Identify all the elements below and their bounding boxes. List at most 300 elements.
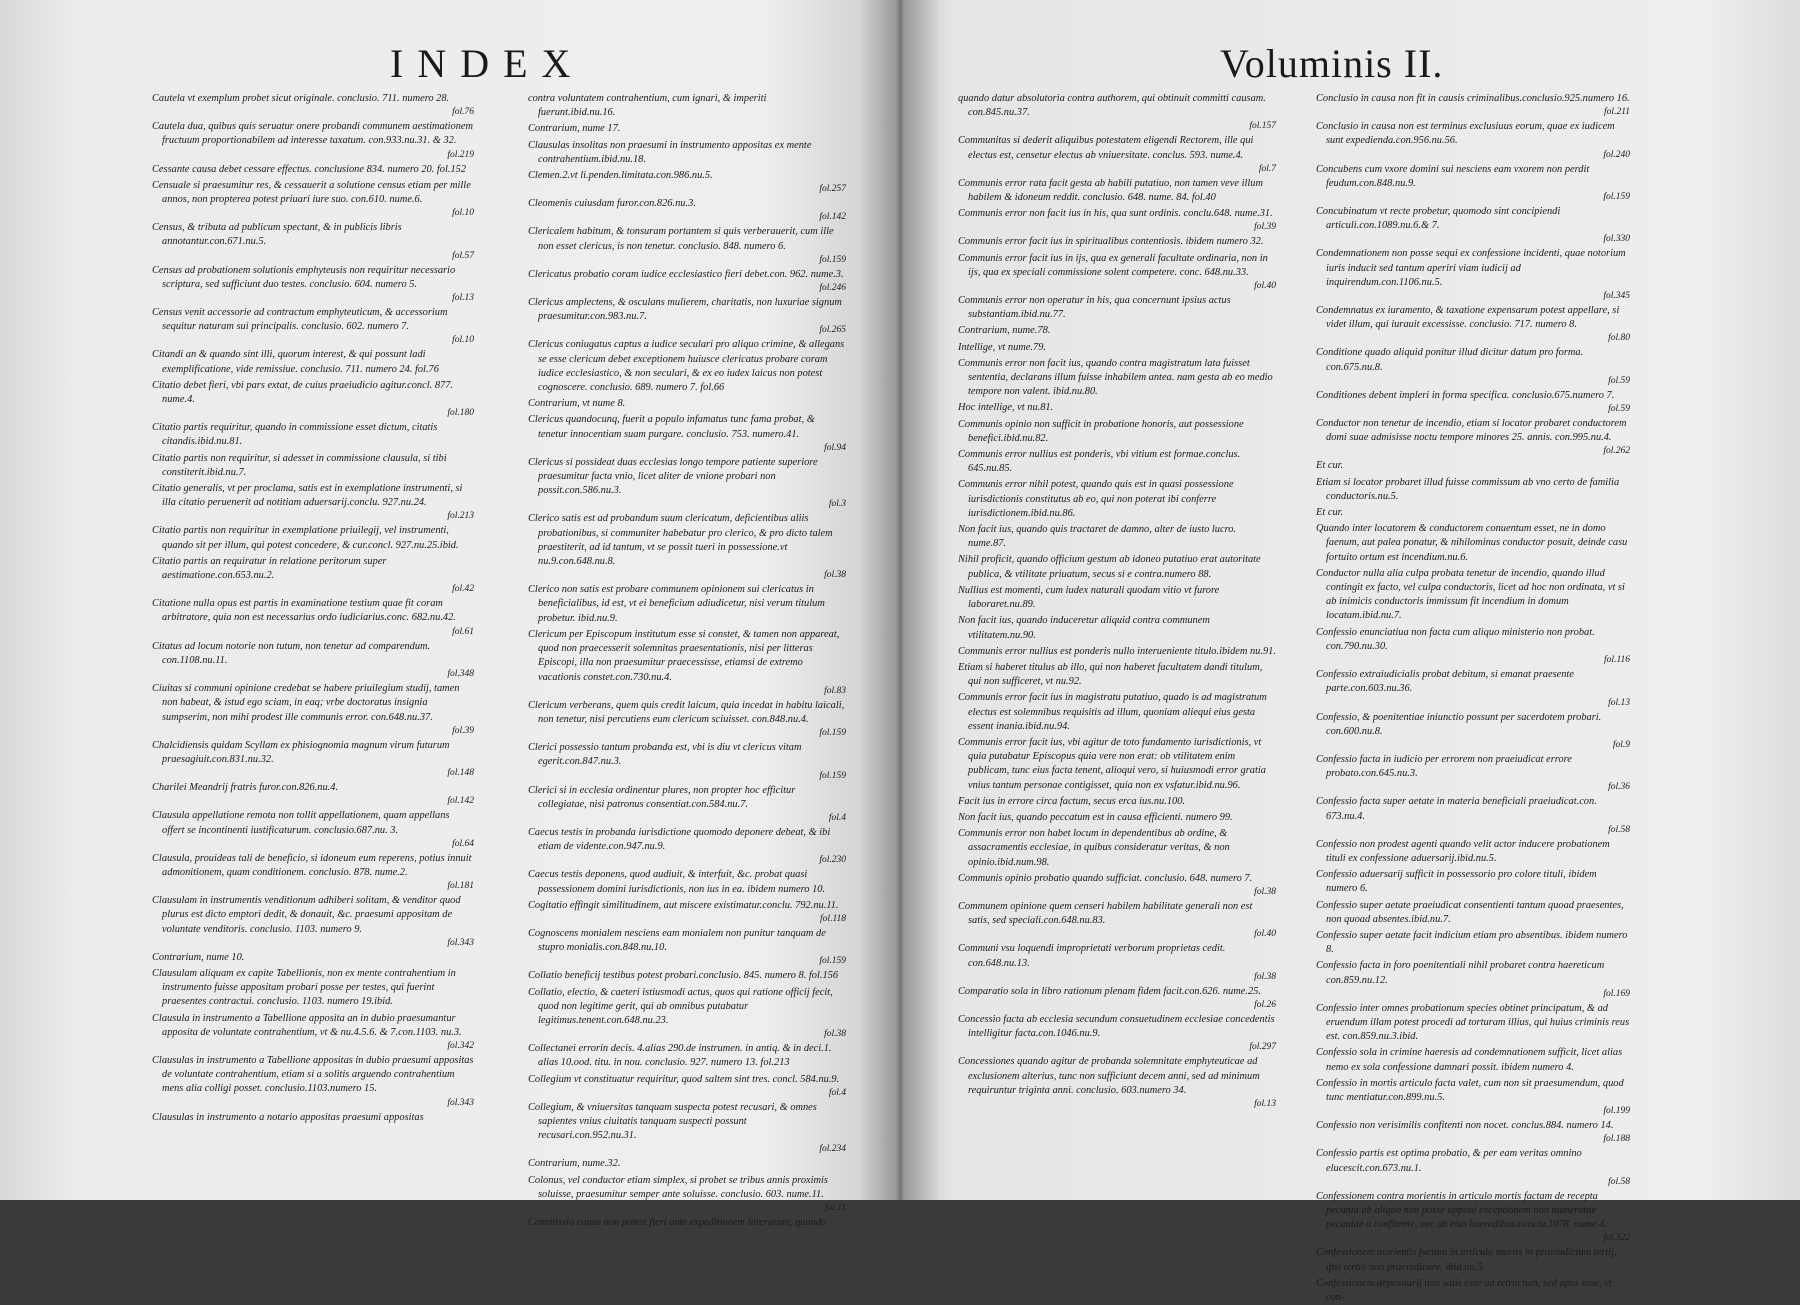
index-entry-text: Confessio in mortis articulo facta valet, cum non sit praesumendum, quod tunc mentiatur.con.899.nu.5. (1316, 1077, 1624, 1103)
index-entry (152, 1012, 474, 1052)
index-entry (1316, 1119, 1630, 1145)
index-entry-text: Communis opinio probatio quando sufficiat. conclusio. 648. numero 7. (958, 872, 1253, 884)
index-entry-text: Confessio non prodest agenti quando velit actor inducere probationem tituli ex confessione aduersarij.ibid.nu.5. (1316, 838, 1610, 864)
index-entry-text: Clericus quandocunq, fuerit a populo infamatus tunc fama probat, & tenetur innocentiam suam purgare. conclusio. 753. numero.41. (528, 414, 815, 440)
index-entry-text: Citatione nulla opus est partis in examinatione testium quae fit coram arbitratore, quia non est necessarius ordo iudiciarius.conc. 682.nu.42. (152, 598, 456, 624)
index-entry-text: Communitas si dederit aliquibus potestatem eligendi Rectorem, ille qui electus est, censetur electus ab vniuersitate. conclus. 593. nume.4. (958, 135, 1254, 161)
index-entry-text: Contrarium, nume.78. (958, 325, 1051, 337)
index-entry (528, 268, 846, 294)
index-entry (958, 985, 1276, 1011)
folio-reference: fol.159 (819, 254, 846, 265)
folio-reference: fol.3 (828, 499, 846, 510)
index-entry-text: Ciuitas si communi opinione credebat se habere priuilegium studij, tamen non habeat, & istud ego sciam, in eaq; vrbe doctoratus insignia sumpserim, non mihi prodest ille communis error. con.648.nu.37. (152, 683, 460, 723)
index-entry (152, 421, 474, 449)
folio-reference: fol.4 (828, 1087, 846, 1098)
folio-reference: fol.38 (1254, 971, 1276, 982)
folio-reference: fol.345 (1603, 291, 1630, 302)
index-entry-text: Communis error non operatur in his, qua concernunt ipsius actus substantiam.ibid.nu.77. (958, 295, 1231, 321)
index-entry (152, 120, 474, 160)
index-entry-text: Clericum per Episcopum institutum esse si constet, & tamen non appareat, quod non praecesserit solemnitas praesentationis, nisi per litteras Episcopi, illa non praesumitur praecessisse, etiamsi de extremo vacationis constet.con.730.nu.4. (528, 628, 840, 683)
index-entry (152, 781, 474, 807)
folio-reference: fol.348 (447, 669, 474, 680)
folio-reference: fol.118 (820, 913, 846, 924)
index-entry (958, 811, 1276, 825)
folio-reference: fol.58 (1608, 1176, 1630, 1187)
index-entry (1316, 522, 1630, 565)
folio-reference: fol.180 (447, 408, 474, 419)
left-page-heading: INDEX (390, 41, 585, 86)
index-entry-text: Contrarium, vt nume 8. (528, 398, 626, 410)
index-entry-text: Chalcidiensis quidam Scyllam ex phisiognomia magnum virum futurum praesagiuit.con.831.nu.32. (152, 739, 450, 765)
index-entry (528, 899, 846, 925)
folio-reference: fol.13 (1254, 1098, 1276, 1109)
index-entry (1316, 753, 1630, 793)
index-entry-text: Communis error facit ius in spiritualibus contentiosis. ibidem numero 32. (958, 236, 1264, 248)
index-entry-text: Communis error rata facit gesta ab habili putatiuo, non tamen veve illum habilem & idoneum reddit. conclusio. 648. nume. 84. fol.40 (958, 177, 1263, 204)
folio-reference: fol.61 (452, 626, 474, 637)
index-entry (528, 583, 846, 626)
index-entry (152, 967, 474, 1010)
index-entry (958, 942, 1276, 982)
index-entry (1316, 711, 1630, 751)
folio-reference: fol.257 (819, 184, 846, 195)
index-entry-text: Communis error facit ius in magistratu putatiuo, quado is ad magistratum electus est solemnibus requisitis ad illum, quoniam aliequi eius gesta essent inania.ibid.nu.94. (958, 692, 1267, 732)
index-entry (958, 401, 1276, 415)
index-entry-text: Conclusio in causa non fit in causis criminalibus.conclusio.925.numero 16. (1316, 93, 1630, 104)
index-entry-text: Cleomenis cuiusdam furor.con.826.nu.3. (528, 198, 696, 210)
index-entry (1316, 1277, 1630, 1305)
index-entry (958, 324, 1276, 338)
index-entry-text: Clausulas in instrumento a notario appositas praesumi appositas (152, 1111, 424, 1123)
index-entry-text: Clericalem habitum, & tonsuram portantem si quis verberauerit, cum ille non esset clericus, is non tenetur. conclusio. 848. numero 6. (528, 226, 834, 252)
folio-reference: fol.219 (447, 149, 474, 160)
index-entry (528, 397, 846, 411)
folio-reference: fol.58 (1608, 824, 1630, 835)
index-entry (1316, 459, 1630, 473)
index-entry (528, 986, 846, 1041)
index-entry-text: Confessio facta in foro poenitentiali nihil probaret contra haereticum con.859.nu.12. (1316, 960, 1605, 986)
folio-reference: fol.142 (819, 212, 846, 223)
folio-reference: fol.39 (452, 725, 474, 736)
index-entry-text: Clausula in instrumento a Tabellione apposita an in dubio praesumantur apposita de voluntate contrahentium, vt & nu.4.5.6. & 7.con.1103. nu.3. (152, 1012, 462, 1038)
index-entry-text: Citatus ad locum notorie non tutum, non tenetur ad comparendum. con.1108.nu.11. (152, 640, 431, 666)
index-entry (1316, 899, 1630, 927)
index-entry (1316, 1190, 1630, 1245)
index-entry (152, 555, 474, 595)
index-entry (152, 163, 474, 177)
index-entry (1316, 417, 1630, 457)
folio-reference: fol.40 (1254, 281, 1276, 292)
index-entry (528, 868, 846, 896)
index-entry (528, 1042, 846, 1070)
index-entry-text: Condemnatus ex iuramento, & taxatione expensarum potest appellare, si videt illum, qui iurauit excessisse. conclusio. 717. numero 8. (1316, 305, 1620, 331)
index-entry-text: Conditione quado aliquid ponitur illud dicitur datum pro forma. con.675.nu.8. (1316, 347, 1584, 373)
index-entry (152, 894, 474, 949)
folio-reference: fol.343 (447, 937, 474, 948)
index-column-1 (152, 92, 474, 1188)
index-entry (528, 699, 846, 739)
index-entry-text: Contrarium, nume.32. (528, 1158, 621, 1170)
index-entry (528, 1157, 846, 1171)
index-entry (528, 1216, 846, 1230)
index-entry (958, 795, 1276, 809)
folio-reference: fol.76 (452, 107, 474, 118)
index-entry-text: Confessio enunciatiua non facta cum aliquo ministerio non probat. con.790.nu.30. (1316, 626, 1595, 652)
index-entry (152, 482, 474, 522)
index-entry (152, 264, 474, 304)
index-entry (958, 92, 1276, 132)
folio-reference: fol.83 (824, 685, 846, 696)
index-entry (958, 614, 1276, 642)
index-entry (528, 413, 846, 453)
index-entry-text: Conductor nulla alia culpa probata tenetur de incendio, quando illud contingit ex facto, vel culpa conductoris, licet ad hoc non ordinata, vt si ab inimicis conductoris immissum fit incendium in domum locatam.ibid.nu.7. (1316, 567, 1625, 622)
index-entry-text: Confessio, & poenitentiae iniunctio possunt per sacerdotem probari. con.600.nu.8. (1316, 711, 1602, 737)
index-entry-text: Contrarium, nume 17. (528, 123, 621, 135)
index-entry-text: Citatio generalis, vt per proclama, satis est in exemplatione instrumenti, si illa citatio peruenerit ad notitiam aduersarij.conclu. 927.nu.24. (152, 483, 463, 509)
index-entry-text: Citatio partis requiritur, quando in commissione esset dictum, citatis citandis.ibid.nu.81. (152, 422, 438, 448)
folio-reference: fol.343 (447, 1097, 474, 1108)
index-entry-text: Condemnationem non posse sequi ex confessione incidenti, quae notorium iuris inducit sed tantum aperiri viam iudicij ad inquirendum.con.1106.nu.5. (1316, 248, 1626, 288)
index-entry-text: Communis error non facit ius, quando contra magistratum lata fuisset sententia, declarans illum fuisse inhabilem antea. nam gesta ab eo medio tempore non valent. ibid.nu.80. (958, 357, 1273, 398)
index-entry (958, 523, 1276, 551)
index-entry-text: Nullius est momenti, cum iudex naturali quodam vitio vt furore laboraret.nu.89. (958, 584, 1220, 611)
index-entry-text: Census venit accessorie ad contractum emphyteuticum, & accessorium sequitur naturam sui principalis. conclusio. 602. numero 7. (152, 307, 448, 333)
index-entry (152, 221, 474, 261)
folio-reference: fol.246 (819, 283, 846, 294)
index-entry (1316, 247, 1630, 302)
index-entry-text: Communi vsu loquendi improprietati verborum proprietas cedit. con.648.nu.13. (958, 943, 1226, 969)
index-entry-text: Cautela vt exemplum probet sicut originale. conclusio. 711. numero 28. (152, 93, 450, 104)
index-entry-text: Cautela dua, quibus quis seruatur onere probandi communem aestimationem fructuum proportionabilem ad interesse taxatum. con.933.nu.31. & 32. (152, 121, 474, 147)
index-entry-text: Caecus testis in probanda iurisdictione quomodo deponere debeat, & ibi etiam de vidente.con.947.nu.9. (528, 826, 831, 853)
index-entry (958, 134, 1276, 174)
index-entry (1316, 567, 1630, 624)
index-entry-text: Intellige, vt nume.79. (958, 341, 1047, 353)
folio-reference: fol.94 (824, 442, 846, 453)
folio-reference: fol.116 (1604, 655, 1630, 666)
index-entry-text: Concessiones quando agitur de probanda solemnitate emphyteuticae ad exclusionem alterius, tunc non sufficiunt decem anni, sed ad minimum requiruntur triginta anni. conclusio. 603.numero 34. (958, 1056, 1260, 1096)
index-entry-text: Clericatus probatio coram iudice ecclesiastico fieri debet.con. 962. nume.3. (528, 268, 844, 280)
folio-reference: fol.159 (1603, 192, 1630, 203)
index-entry-text: Collegium, & vniuersitas tanquam suspecta potest recusari, & omnes sapientes vnius ciuitatis tanquam suspecti possunt recusari.con.952.nu.31. (528, 1101, 817, 1142)
index-entry-text: Cognoscens monialem nesciens eam monialem non punitur tanquam de stupro monialis.con.848.nu.10. (528, 927, 826, 954)
index-entry (1316, 795, 1630, 835)
index-entry (528, 1101, 846, 1156)
folio-reference: fol.57 (452, 250, 474, 261)
folio-reference: fol.159 (819, 728, 846, 739)
folio-reference: fol.10 (452, 335, 474, 346)
index-entry (152, 524, 474, 552)
index-entry (1316, 1246, 1630, 1274)
index-entry-text: Confessio facta super aetate in materia beneficiali praeiudicat.con. 673.nu.4. (1316, 796, 1597, 822)
index-entry (528, 139, 846, 167)
folio-reference: fol.80 (1608, 333, 1630, 344)
index-entry (152, 179, 474, 219)
index-entry (152, 852, 474, 892)
index-entry-text: Communis error nullius est ponderis, vbi vitium est formae.conclus. 645.nu.85. (958, 449, 1241, 475)
index-entry (958, 900, 1276, 940)
folio-reference: fol.38 (1254, 886, 1276, 897)
folio-reference: fol.64 (452, 838, 474, 849)
index-entry (1316, 1002, 1630, 1045)
index-entry (958, 357, 1276, 400)
index-entry-text: Clerico non satis est probare communem opinionem sui clericatus in beneficialibus, id est, vt ei beneficium adiudicetur, nisi verum titulum probetur. ibid.nu.9. (528, 584, 825, 624)
index-entry-text: Concessio facta ab ecclesia secundum consuetudinem ecclesiae concedentis intelligitur facta.con.1046.nu.9. (958, 1013, 1275, 1040)
index-entry-text: Communis error nullius est ponderis nullo interueniente titulo.ibidem nu.91. (958, 645, 1276, 657)
index-entry-text: Collatio beneficij testibus potest probari.conclusio. 845. numero 8. fol.156 (528, 970, 839, 982)
folio-reference: fol.38 (824, 570, 846, 581)
folio-reference: fol.13 (452, 293, 474, 304)
index-entry (528, 225, 846, 265)
index-entry (152, 739, 474, 779)
folio-reference: fol.38 (824, 1029, 846, 1040)
index-entry (1316, 476, 1630, 504)
index-entry-text: Hoc intellige, vt nu.81. (958, 402, 1054, 414)
index-entry (1316, 626, 1630, 666)
index-entry (958, 294, 1276, 322)
folio-reference: fol.188 (1603, 1134, 1630, 1145)
index-entry-text: Confessionem morientis factam in articulo mortis in praeiudicium tertij, ipsi tertio non praeiudicare. ibid.nu.5. (1316, 1247, 1617, 1273)
index-entry-text: Conductor non tenetur de incendio, etiam si locator probaret conductorem domi suae admisisse noctu tempore minores 25. annis. con.995.nu.4. (1316, 418, 1627, 444)
index-entry-text: Clausulam in instrumentis venditionum adhiberi solitam, & venditor quod plurus est dicto emptori dedit, & donauit, &c. praesumi appositam de voluntate venditoris. conclusio. 1103. numero 9. (152, 895, 461, 935)
index-entry-text: Communis error non habet locum in dependentibus ab ordine, & assacramentis ecclesiae, in quibus consideratur veritas, & non opinio.ibid.num.98. (958, 828, 1230, 868)
index-entry-text: Concubens cum vxore domini sui nesciens eam vxorem non perdit feudum.con.848.nu.9. (1316, 163, 1590, 189)
index-entry (958, 691, 1276, 734)
index-entry-text: Collectanei errorin decis. 4.alias 290.de instrumen. in antiq. & in deci.1. alias 10.ood. titu. in nou. conclusio. 927. numero 13. fol.213 (528, 1043, 832, 1069)
index-entry-text: Clericum verberans, quem quis credit laicum, quia incedat in habitu laicali, non tenetur, nisi percutiens eum clericum sciuisset. con.848.nu.4. (528, 699, 845, 725)
folio-reference: fol.7 (1258, 163, 1276, 174)
index-entry (528, 197, 846, 223)
index-entry-text: Collatio, electio, & caeteri istiusmodi actus, quos qui ratione officij fecit, quod non legitime gerit, qui ab omnibus putabatur legitimus.tenent.con.648.nu.23. (528, 986, 833, 1026)
index-entry-text: Concubinatum vt recte probetur, quomodo sint concipiendi articuli.con.1089.nu.6.& 7. (1316, 206, 1561, 232)
index-entry (1316, 1046, 1630, 1074)
index-entry-text: Etiam si locator probaret illud fuisse commissum ab vno certo de familia conductoris.nu.5. (1316, 476, 1620, 502)
index-entry-text: Conditiones debent impleri in forma specifica. conclusio.675.numero 7. (1316, 389, 1615, 401)
index-entry-text: Citatio partis non requiritur in exemplatione priuilegij, vel instrumenti, quando sit per illum, qui potest concedere, & cur.concl. 927.nu.25.ibid. (152, 525, 459, 551)
index-entry-text: Clerici si in ecclesia ordinentur plures, non propter hoc efficitur collegiatae, nisi patronus consentiat.con.584.nu.7. (528, 784, 796, 810)
index-entry-text: Communem opinione quem censeri habilem habilitate generali non est satis, sed speciali.con.648.nu.83. (958, 900, 1253, 927)
folio-reference: fol.59 (1608, 375, 1630, 386)
index-entry (152, 306, 474, 346)
index-entry-text: Et cur. (1316, 507, 1344, 519)
index-entry-text: Clerico satis est ad probandum suum clericatum, deficientibus aliis probationibus, si communiter habebatur pro clerico, & pro dicto talem praestiterit, ad id tantum, vt se possit tueri in possessione.vt nu.9.con.648.nu.8. (528, 513, 833, 568)
index-entry-text: Quando inter locatorem & conductorem conuentum esset, ne in domo faenum, aut palea ponatur, & nihilominus conductor posuit, deinde casu fortuito ortum est incendium.nu.6. (1316, 523, 1628, 563)
index-entry (958, 736, 1276, 793)
index-entry-text: Confessionem contra morientis in articulo mortis factam de recepta pecunia ab aliquo non posse opponi exceptionem non numeratae pecuniae a confitente, nec ab eius haeredibus.conclu.1078. nume.4. (1316, 1190, 1607, 1231)
folio-reference: fol.4 (828, 812, 846, 823)
index-column-2 (528, 92, 846, 1228)
index-entry (1316, 389, 1630, 415)
index-entry (528, 1174, 846, 1214)
index-entry (1316, 120, 1630, 160)
index-entry-text: quando datur absolutoria contra authorem, qui obtinuit committi causam. con.845.nu.37. (958, 93, 1266, 119)
index-entry (528, 512, 846, 581)
left-page (0, 0, 900, 1228)
index-entry (958, 1013, 1276, 1053)
index-entry (152, 1111, 474, 1125)
index-entry (1316, 868, 1630, 896)
index-entry-text: Clausulas in instrumento a Tabellione appositas in dubio praesumi appositas de voluntate contrahentium, etiam si a solitis arguendo contrahentium mens alia colligi posset. conclusio.1103.numero 15. (152, 1054, 474, 1095)
index-entry (958, 207, 1276, 233)
folio-reference: fol.199 (1603, 1106, 1630, 1117)
index-entry (1316, 92, 1630, 118)
folio-reference: fol.40 (1254, 929, 1276, 940)
index-entry-text: Confessio super aetate praeiudicat consentienti tantum quoad praesentes, non quoad absentes.ibid.nu.7. (1316, 899, 1624, 925)
index-entry (958, 661, 1276, 689)
index-entry-text: Commissio causa non potest fieri ante expeditionem litterarum, quando (528, 1216, 827, 1228)
index-entry-text: Confessio non verisimilis confitenti non nocet. conclus.884. numero 14. (1316, 1120, 1614, 1132)
index-entry-text: Citatio partis an requiratur in relatione peritorum super aestimatione.con.653.nu.2. (152, 555, 387, 582)
index-entry-text: Confessio aduersarij sufficit in possessorio pro colore tituli, ibidem numero 6. (1316, 869, 1597, 895)
folio-reference: fol.26 (1254, 999, 1276, 1010)
index-entry (152, 640, 474, 680)
folio-reference: fol.322 (1603, 1233, 1630, 1244)
folio-reference: fol.330 (1603, 234, 1630, 245)
folio-reference: fol.230 (819, 855, 846, 866)
index-entry (528, 969, 846, 983)
index-entry (528, 296, 846, 336)
index-entry-text: Non facit ius, quando quis tractaret de damno, alter de iusto lucro. nume.87. (958, 524, 1237, 550)
index-entry-text: Citatio debet fieri, vbi pars extat, de cuius praeiudicio agitur.concl. 877. nume.4. (152, 379, 453, 406)
index-entry-text: Cessante causa debet cessare effectus. conclusione 834. numero 20. fol.152 (152, 163, 467, 175)
index-entry-text: Censuale si praesumitur res, & cessauerit a solutione census etiam per mille annos, non propterea potest priuari iure suo. con.610. nume.6. (152, 179, 471, 206)
right-page-heading: Voluminis II. (1220, 41, 1444, 86)
index-entry (528, 338, 846, 395)
index-entry (958, 252, 1276, 292)
index-entry-text: Etiam si haberet titulus ab illo, qui non haberet facultatem dandi titulum, qui non sufficeret, vt nu.92. (958, 661, 1263, 688)
folio-reference: fol.159 (819, 956, 846, 967)
index-entry (1316, 346, 1630, 386)
folio-reference: fol.142 (447, 796, 474, 807)
index-entry-text: Collegium vt constituatur requiritur, quod saltem sint tres. concl. 584.nu.9. (528, 1073, 840, 1085)
folio-reference: fol.181 (447, 881, 474, 892)
index-entry (1316, 163, 1630, 203)
folio-reference: fol.342 (447, 1040, 474, 1051)
folio-reference: fol.157 (1249, 121, 1276, 132)
index-entry-text: Confessio extraiudicialis probat debitum, si emanat praesente parte.con.603.nu.36. (1316, 669, 1574, 695)
index-entry-text: Census ad probationem solutionis emphyteusis non requiritur necessario scriptura, sed sufficiunt duo testes. conclusio. 604. numero 5. (152, 264, 456, 290)
index-entry-text: Confessio facta in iudicio per errorem non praeiudicat errore probato.con.645.nu.3. (1316, 753, 1572, 780)
index-entry-text: Conclusio in causa non est terminus exclusiuus eorum, quae ex iudicem sunt expedienda.con.956.nu.56. (1316, 121, 1615, 147)
index-entry (152, 348, 474, 376)
index-entry-text: Clausulam aliquam ex capite Tabellionis, non ex mente contrahentium in instrumento fuisse appositam probari posse per testes, qui fuerint praesentes contractui. conclusio. 1103. numero 19.ibid. (152, 967, 456, 1008)
index-entry-text: Facit ius in errore circa factum, secus erca ius.nu.100. (958, 795, 1186, 807)
index-entry-text: Census, & tributa ad publicum spectant, & in publicis libris annotantur.con.671.nu.5. (152, 222, 402, 248)
folio-reference: fol.42 (452, 584, 474, 595)
index-entry (1316, 838, 1630, 866)
index-entry (152, 682, 474, 737)
right-page (900, 0, 1800, 1303)
index-entry (958, 478, 1276, 521)
index-entry-text: Confessio inter omnes probationum species obtinet principatum, & ad eruendum illam potest procedi ad torturam illius, qui huius criminis reus est. con.859.nu.3.ibid. (1316, 1002, 1630, 1043)
index-entry (1316, 205, 1630, 245)
index-entry (958, 1055, 1276, 1110)
index-entry (958, 448, 1276, 476)
folio-reference: fol.213 (447, 511, 474, 522)
index-entry-text: Citatio partis non requiritur, si adesset in commissione clausula, si tibi constiterit.ibid.nu.7. (152, 452, 447, 478)
index-entry (528, 784, 846, 824)
folio-reference: fol.297 (1249, 1042, 1276, 1053)
index-entry (152, 809, 474, 849)
index-entry (1316, 304, 1630, 344)
index-entry-text: Confessio partis est optima probatio, & per eam veritas omnino elucescit.con.673.nu.1. (1316, 1148, 1582, 1174)
index-entry-text: Caecus testis deponens, quod audiuit, & interfuit, &c. probat quasi possessionem domini iurisdictionis, non ius in ea. ibidem numero 10. (528, 869, 826, 895)
index-entry (1316, 668, 1630, 708)
index-entry (152, 379, 474, 419)
index-entry-text: contra voluntatem contrahentium, cum ignari, & imperiti fuerunt.ibid.nu.16. (528, 93, 767, 119)
index-entry (958, 418, 1276, 446)
index-entry-text: Cogitatio effingit similitudinem, aut miscere existimatur.conclu. 792.nu.11. (528, 899, 839, 911)
index-entry-text: Communis error facit ius, vbi agitur de toto fundamento iurisdictionis, vt quia putabatur Episcopus quia vere non erat: ob vtilitatem enim publicam, tunc eius facta tenent, alioqui vero, si huiusmodi error gratia vnius tantum personae contigisset, quia non ex vsfatur.ibid.nu.96. (958, 736, 1266, 791)
folio-reference: fol.262 (1603, 446, 1630, 457)
folio-reference: fol.9 (1612, 739, 1630, 750)
folio-reference: fol.148 (447, 768, 474, 779)
folio-reference: fol.169 (1603, 988, 1630, 999)
index-entry-text: Communis opinio non sufficit in probatione honoris, aut possessione benefici.ibid.nu.82. (958, 418, 1244, 444)
index-entry-text: Et cur. (1316, 460, 1344, 472)
index-entry (1316, 1077, 1630, 1117)
folio-reference: fol.59 (1608, 404, 1630, 415)
index-entry (152, 452, 474, 480)
folio-reference: fol.234 (819, 1144, 846, 1155)
folio-reference: fol.159 (819, 770, 846, 781)
index-entry-text: Colonus, vel conductor etiam simplex, si probet se tribus annis proximis soluisse, praesumitur semper ante soluisse. conclusio. 603. nume.11. (528, 1174, 828, 1200)
index-entry (528, 741, 846, 781)
index-entry-text: Non facit ius, quando induceretur aliquid contra communem vtilitatem.nu.90. (958, 615, 1210, 641)
index-entry (528, 1073, 846, 1099)
index-entry-text: Charilei Meandrij fratris furor.con.826.nu.4. (152, 782, 339, 794)
index-column-4 (1316, 92, 1630, 1303)
index-entry-text: Clausulas insolitas non praesumi in instrumento appositas ex mente contrahentium.ibid.nu.18. (528, 139, 812, 165)
folio-reference: fol.265 (819, 325, 846, 336)
index-entry (958, 872, 1276, 898)
index-entry-text: Nihil proficit, quando officium gestum ab idoneo putatiuo erat autoritate publica, & vtilitate priuatum, secus si e contra.numero 88. (958, 554, 1261, 580)
index-entry (152, 92, 474, 118)
index-entry-text: Clericus amplectens, & osculans mulierem, charitatis, non luxuriae signum praesumitur.con.983.nu.7. (528, 297, 842, 323)
index-entry (528, 169, 846, 195)
index-entry (1316, 506, 1630, 520)
folio-reference: fol.211 (1604, 107, 1630, 118)
index-entry (528, 628, 846, 697)
index-entry (1316, 959, 1630, 999)
index-entry-text: Clausula appellatione remota non tollit appellationem, quam appellans offert se incontinenti iustificaturum. conclusio.687.nu. 3. (152, 810, 450, 836)
index-entry-text: Clausula, prouideas tali de beneficio, si idoneum eum reperens, potius innuit admonitionem, quam conditionem. conclusio. 878. nume.2. (152, 852, 472, 878)
folio-reference: fol.36 (1608, 782, 1630, 793)
index-entry (958, 645, 1276, 659)
index-entry (958, 553, 1276, 581)
index-entry (958, 235, 1276, 249)
index-entry (528, 92, 846, 120)
index-entry-text: Communis error non facit ius in his, qua sunt ordinis. conclu.648. nume.31. (958, 208, 1273, 220)
index-entry-text: Contrarium, nume 10. (152, 951, 245, 963)
index-entry-text: Comparatio sola in libro rationum plenam fidem facit.con.626. nume.25. (958, 985, 1261, 997)
folio-reference: fol.240 (1603, 149, 1630, 160)
index-entry-text: Confessionem depositarij non satis esse ad retractum, sed opus esse, vt con- (1316, 1277, 1612, 1303)
index-entry (1316, 929, 1630, 957)
index-entry-text: Clericus si possideat duas ecclesias longo tempore patiente superiore praesumitur facta vnio, licet aliter de vnione probari non possit.con.586.nu.3. (528, 456, 818, 497)
index-entry (528, 826, 846, 866)
index-entry (528, 456, 846, 511)
index-entry (958, 584, 1276, 612)
index-entry-text: Clericus coniugatus captus a iudice seculari pro aliquo crimine, & allegans se esse clericum debet exceptionem huiusce clericatus probare coram iudice ecclesiastico, & non seculari, & ex eo iudex laicus non potest cognoscere. conclusio. 689. numero 7. fol.66 (528, 339, 845, 394)
folio-reference: fol.11 (824, 1202, 846, 1213)
index-entry (958, 177, 1276, 205)
index-entry (528, 122, 846, 136)
index-entry (958, 827, 1276, 870)
index-entry-text: Clemen.2.vt li.penden.limitata.con.986.nu.5. (528, 170, 713, 182)
index-entry-text: Communis error facit ius in ijs, qua ex generali facultate ordinaria, non in ijs, qua ex speciali commissione solent competere. conc. 648.nu.33. (958, 252, 1268, 278)
index-entry-text: Communis error nihil potest, quando quis est in quasi possessione iurisdictionis constitutus ab eo, qui non poterat ibi conferre iurisdictionem.ibid.nu.86. (958, 479, 1234, 519)
